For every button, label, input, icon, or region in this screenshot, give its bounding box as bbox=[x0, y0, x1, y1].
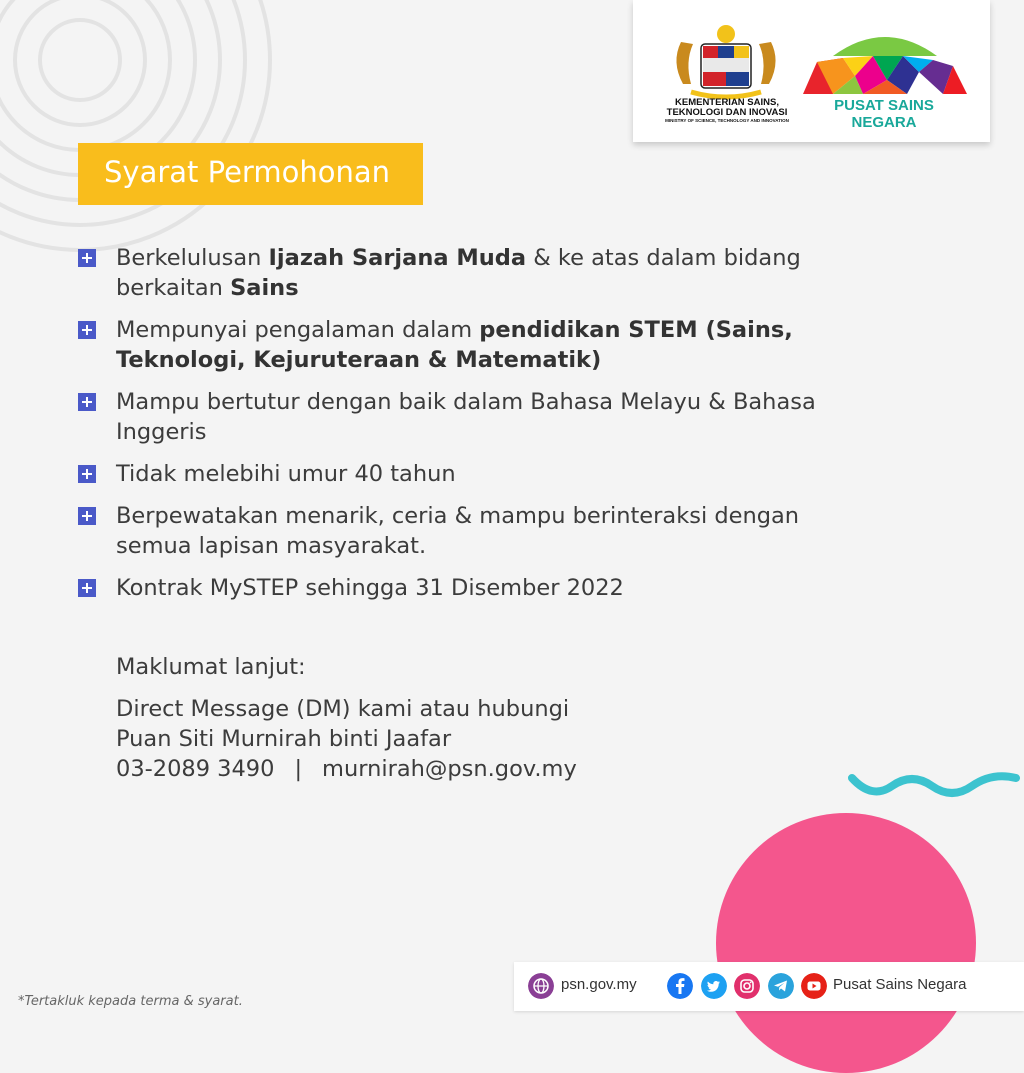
title-banner bbox=[78, 143, 423, 205]
requirement-item bbox=[78, 501, 858, 561]
requirement-item bbox=[78, 459, 858, 489]
instagram-icon[interactable] bbox=[734, 973, 760, 999]
website-link[interactable]: psn.gov.my bbox=[561, 976, 637, 993]
decorative-rings bbox=[0, 0, 280, 260]
plus-square-icon bbox=[78, 579, 96, 597]
requirement-bold-text: pendidikan STEM (Sains, Teknologi, Kejuruteraan & Matematik) bbox=[116, 317, 793, 373]
requirement-text: Kontrak MySTEP sehingga 31 Disember 2022 bbox=[116, 575, 624, 601]
requirement-text: & ke atas dalam bidang berkaitan bbox=[116, 245, 801, 301]
requirement-item bbox=[78, 243, 858, 303]
requirement-item bbox=[78, 315, 858, 375]
telegram-icon[interactable] bbox=[768, 973, 794, 999]
ministry-caption bbox=[655, 98, 799, 124]
ministry-name-english: MINISTRY OF SCIENCE, TECHNOLOGY AND INNOVATION bbox=[665, 118, 789, 123]
requirement-text: Mampu bertutur dengan baik dalam Bahasa Melayu & Bahasa Inggeris bbox=[116, 389, 816, 445]
email-link[interactable]: murnirah@psn.gov.my bbox=[322, 756, 577, 782]
plus-square-icon bbox=[78, 321, 96, 339]
logo-header bbox=[633, 0, 990, 142]
ministry-name-line1: KEMENTERIAN SAINS, bbox=[675, 97, 779, 108]
plus-square-icon bbox=[78, 507, 96, 525]
contact-person: Puan Siti Murnirah binti Jaafar bbox=[116, 726, 452, 752]
requirement-item bbox=[78, 387, 858, 447]
ministry-name-line2: TEKNOLOGI DAN INOVASI bbox=[666, 107, 788, 118]
requirement-bold-text: Sains bbox=[230, 275, 299, 301]
youtube-icon[interactable] bbox=[801, 973, 827, 999]
twitter-icon[interactable] bbox=[701, 973, 727, 999]
decorative-wave bbox=[848, 768, 1024, 808]
requirements-list bbox=[78, 243, 858, 615]
decorative-pink-circle bbox=[716, 813, 976, 1073]
psn-dome-logo bbox=[803, 32, 967, 94]
footer-bar bbox=[514, 962, 1024, 1011]
social-account-name[interactable]: Pusat Sains Negara bbox=[833, 976, 967, 993]
plus-square-icon bbox=[78, 249, 96, 267]
separator: | bbox=[294, 756, 303, 782]
phone-number[interactable]: 03-2089 3490 bbox=[116, 756, 275, 782]
requirement-text: Tidak melebihi umur 40 tahun bbox=[116, 461, 456, 487]
contact-info bbox=[116, 652, 577, 784]
requirement-text: Mempunyai pengalaman dalam bbox=[116, 317, 480, 343]
page-title: Syarat Permohonan bbox=[104, 155, 390, 189]
globe-icon[interactable] bbox=[528, 973, 554, 999]
contact-details bbox=[116, 754, 577, 784]
requirement-bold-text: Ijazah Sarjana Muda bbox=[268, 245, 527, 271]
disclaimer: *Tertakluk kepada terma & syarat. bbox=[18, 994, 243, 1009]
requirement-text: Berpewatakan menarik, ceria & mampu berinteraksi dengan semua lapisan masyarakat. bbox=[116, 503, 800, 559]
facebook-icon[interactable] bbox=[667, 973, 693, 999]
requirement-text: Berkelulusan bbox=[116, 245, 269, 271]
plus-square-icon bbox=[78, 393, 96, 411]
info-heading: Maklumat lanjut: bbox=[116, 654, 306, 680]
coat-of-arms-logo bbox=[661, 22, 791, 100]
psn-name: PUSAT SAINS NEGARA bbox=[834, 97, 934, 131]
plus-square-icon bbox=[78, 465, 96, 483]
requirement-item bbox=[78, 573, 858, 603]
info-line-dm: Direct Message (DM) kami atau hubungi bbox=[116, 696, 570, 722]
